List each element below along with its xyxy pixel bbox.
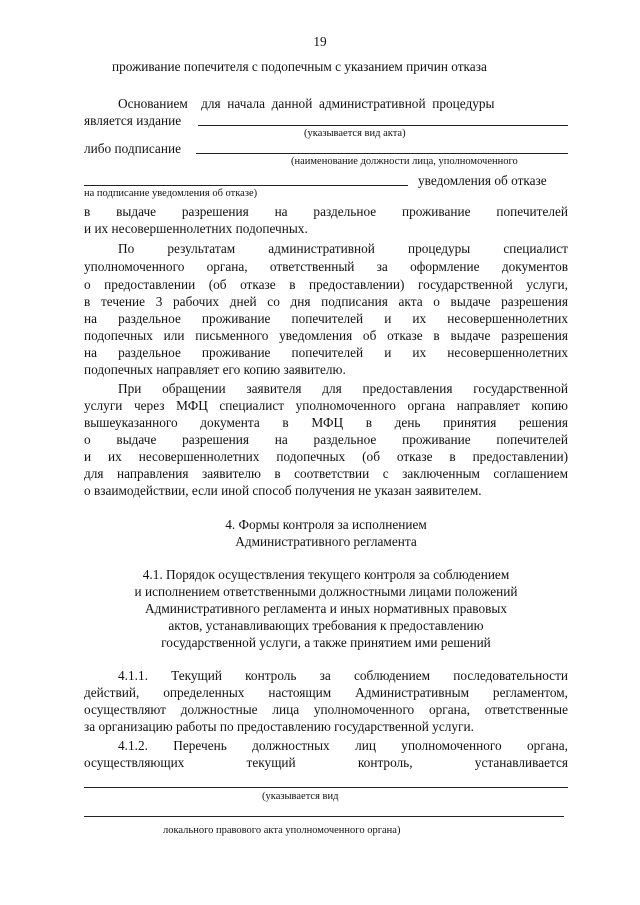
mfc-line-1: При обращении заявителя для предоставления государственной [118,381,568,396]
subsection-4-1-heading-line-5: государственной услуги, а также принятием ими решений [161,635,491,650]
para-4-1-1-line-1: 4.1.1. Текущий контроль за соблюдением последовательности [118,668,568,683]
intro-line: проживание попечителя с подопечным с указанием причин отказа [112,59,487,74]
fill-line-legal-act-type [84,787,568,788]
basis-line-3-label: либо подписание [84,141,181,156]
results-line-4: в течение 3 рабочих дней со дня подписания акта о выдаче разрешения [84,294,568,309]
para-4-1-2-line-1: 4.1.2. Перечень должностных лиц уполномоченного органа, [118,738,568,753]
basis-line-2-label: является издание [84,113,182,128]
fill-line-act-type [198,125,568,126]
fill-line-official-2 [84,185,408,186]
section-4-heading-line-2: Административного регламента [235,534,417,549]
results-line-6: подопечных или письменного уведомления об отказе в выдаче разрешения [84,328,568,343]
caption-legal-act-type: (указывается вид [262,791,339,802]
mfc-line-7: о взаимодействии, если иной способ получения не указан заявителем. [84,483,482,498]
results-line-8: подопечных направляет его копию заявителю. [84,362,346,377]
subsection-4-1-heading-line-4: актов, устанавливающих требования к предоставлению [168,618,484,633]
mfc-line-4: о выдаче разрешения на раздельное проживание попечителей [84,432,568,447]
caption-official-name: (наименование должности лица, уполномоченного [291,156,518,167]
basis-line-5: в выдаче разрешения на раздельное проживание попечителей [84,204,568,219]
subsection-4-1-heading-line-3: Административного регламента и иных нормативных правовых [144,601,508,616]
page-number: 19 [313,34,327,49]
results-line-7: на раздельное проживание попечителей и их несовершеннолетних [84,345,568,360]
para-4-1-1-line-4: за организацию работы по предоставлению государственной услуги. [84,719,474,734]
caption-act-type: (указывается вид акта) [304,128,406,139]
subsection-4-1-heading-line-2: и исполнением ответственными должностными лицами положений [134,584,518,599]
basis-line-1: Основанием для начала данной административной процедуры [118,96,495,111]
mfc-line-5: и их несовершеннолетних подопечных (об отказе в предоставлении) [84,449,568,464]
para-4-1-2-line-2: осуществляющих текущий контроль, устанавливается [84,755,568,770]
basis-line-6: и их несовершеннолетних подопечных. [84,221,308,236]
results-line-3: о предоставлении (об отказе в предоставлении) государственной услуги, [84,277,568,292]
fill-line-local-act [84,816,564,817]
para-4-1-1-line-3: осуществляют должностные лица уполномоченного органа, ответственные [84,702,568,717]
caption-authorized: на подписание уведомления об отказе) [84,188,258,199]
para-4-1-1-line-2: действий, определенных настоящим Административным регламентом, [84,685,568,700]
mfc-line-3: вышеуказанного документа в МФЦ в день принятия решения [84,415,568,430]
section-4-heading-line-1: 4. Формы контроля за исполнением [225,517,427,532]
subsection-4-1-heading-line-1: 4.1. Порядок осуществления текущего контроля за соблюдением [142,567,510,582]
mfc-line-6: для направления заявителю в соответствии с заключенным соглашением [84,466,568,481]
basis-line-4-right: уведомления об отказе [418,173,547,188]
caption-local-act: локального правового акта уполномоченного органа) [163,825,401,836]
results-line-2: уполномоченного органа, ответственный за оформление документов [84,259,568,274]
mfc-line-2: услуги через МФЦ специалист уполномоченного органа направляет копию [84,398,568,413]
fill-line-official [196,153,568,154]
results-line-5: на раздельное проживание попечителей и их несовершеннолетних [84,311,568,326]
results-line-1: По результатам административной процедуры специалист [118,241,568,256]
